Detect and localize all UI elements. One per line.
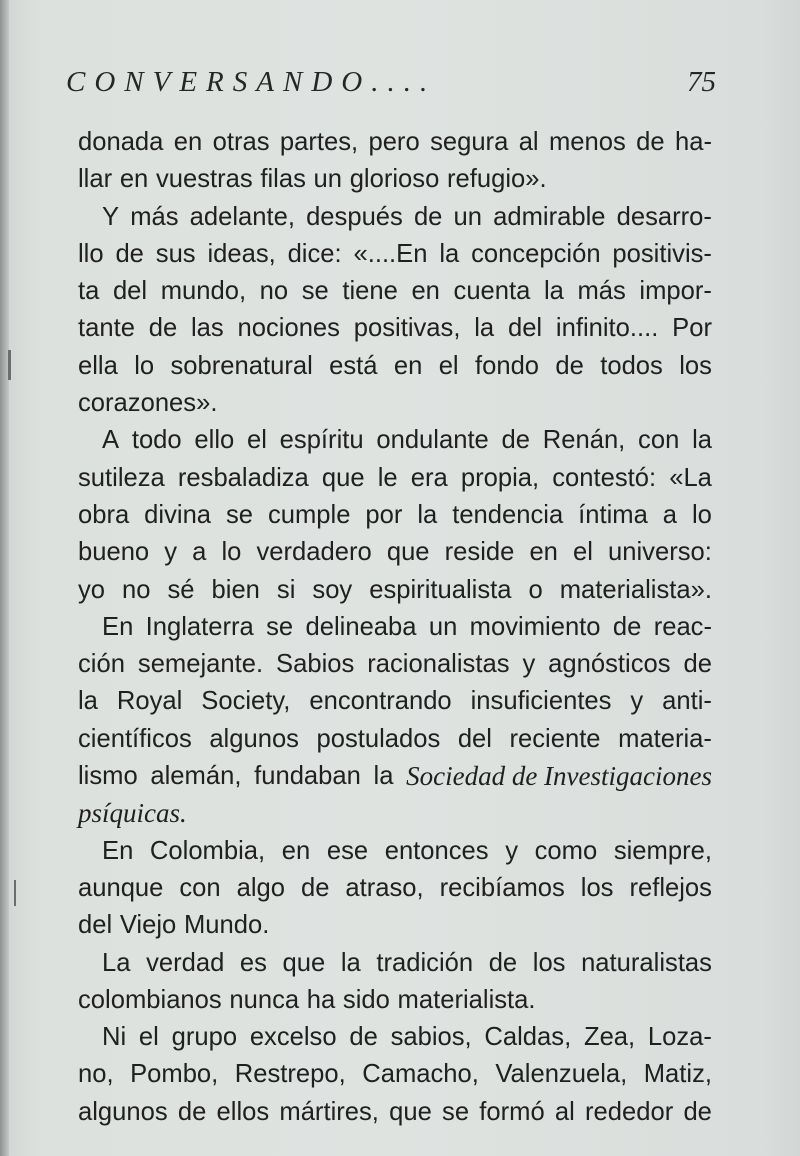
word: ta [78,277,100,306]
text-line [78,945,712,982]
word: Loza- [647,1023,712,1052]
word: alemán, [150,762,242,791]
word: corazones». [78,389,218,418]
word: por [365,500,403,529]
word: la [373,762,394,791]
word: de [683,650,712,679]
word: lismo [78,762,138,791]
word: las [191,314,224,343]
word: espíritu [279,426,364,455]
word: un [453,202,482,231]
word: bien [211,575,260,604]
word: resbaladiza [177,463,309,492]
word: materialista». [559,575,712,604]
running-title: CONVERSANDO.... [66,66,437,98]
text-line [78,534,712,571]
word: si [276,575,296,604]
word: anti- [662,687,712,716]
word: «La [669,463,712,492]
word: y [522,650,536,679]
word: En [102,836,134,865]
word: reside [444,538,515,567]
word: de [612,612,642,641]
word: que [389,1097,432,1126]
word: mundo, [160,277,247,306]
word: segura [430,128,509,156]
word: positivas, [353,314,461,343]
word: Viejo [119,911,177,940]
word: tiene [342,277,398,306]
word: yo [78,575,106,604]
word: La [102,948,131,977]
word: el [438,351,459,380]
word: y [505,836,518,865]
word: de [555,351,584,380]
word: rededor [585,1097,674,1126]
word: cumple [267,500,351,529]
page-number: 75 [687,66,716,98]
word: filas [260,165,306,194]
word: que [282,948,326,977]
word: de [488,948,518,977]
word: ción [78,650,125,679]
word: de [683,1097,712,1126]
text-line [78,870,712,907]
text-line [78,124,712,161]
word: sutileza [78,463,165,492]
word: no, [78,1060,114,1089]
word: la [474,314,495,343]
word: nunca [229,985,300,1014]
word: soy [312,575,353,604]
word: reac- [653,612,712,641]
running-header [66,64,716,114]
word: de [349,1023,378,1052]
word: reciente [509,724,601,753]
word: propia, [460,463,540,492]
word: colombianos [78,985,222,1014]
word: Matiz, [643,1060,712,1089]
word: materialista. [397,985,536,1014]
text-line [78,683,712,720]
word: naturalistas [581,948,712,977]
word: Pombo, [130,1060,219,1089]
word: se [301,277,329,306]
word: íntima [578,500,648,529]
word: semejante. [137,650,264,679]
word: obra [78,500,130,529]
word: divina [144,500,212,529]
word: excelso [249,1023,337,1052]
word: la [340,948,361,977]
word: ondulante [376,426,489,455]
word: Society, [201,687,291,716]
word: tendencia [452,500,564,529]
word: algunos [78,1097,168,1126]
text-line [78,758,712,795]
word: Y [102,202,120,231]
word: a [192,538,207,567]
word: con [179,873,221,902]
text-line [78,161,712,198]
word: partes, [279,128,359,156]
word: ella [78,351,118,380]
word: vuestras [155,165,253,194]
word: sabios, [390,1023,472,1052]
word: verdadero [256,538,372,567]
text-line [78,460,712,497]
word: dice: [287,239,342,268]
word: de [413,202,443,231]
word: del [78,911,113,940]
text-line [78,833,712,870]
word: Por [672,314,712,343]
text-line [78,348,712,385]
word: o [528,575,543,604]
word: al [518,128,539,156]
word: admirable [493,202,606,231]
word: impor- [639,277,712,306]
word: grupo [171,1023,238,1052]
word: Caldas, [484,1023,572,1052]
word: adelante, [189,202,295,231]
word: como [534,836,598,865]
text-line [78,422,712,459]
word: Inglaterra [145,612,254,641]
word: encontrando [309,687,452,716]
word: era [410,463,448,492]
book-spine-shadow [0,0,9,1156]
word: ha [306,985,336,1014]
italic-text: psíquicas. [78,798,187,829]
word: insuficientes [470,687,612,716]
word: se [225,500,254,529]
word: ello [194,426,235,455]
word: lo [134,351,155,380]
word: otras [212,128,270,156]
word: ha- [674,128,712,156]
word: no [122,575,151,604]
word: del [112,277,148,306]
word: tante [78,314,135,343]
word: lo [691,500,712,529]
word: atraso, [345,873,424,902]
word: después [306,202,403,231]
word: la [417,500,438,529]
word: todos [600,351,663,380]
word: bueno [78,538,150,567]
word: agnósticos [548,650,671,679]
word: en [281,836,311,865]
word: donada [78,128,164,156]
word: los [679,351,712,380]
word: le [377,463,398,492]
italic-text: Sociedad de Investigaciones [406,761,712,792]
text-line [78,310,712,347]
word: fondo [474,351,540,380]
word: la [543,277,564,306]
word: menos [548,128,626,156]
text-line [78,721,712,758]
text-line [78,273,712,310]
word: Camacho, [362,1060,479,1089]
word: movimiento [469,612,601,641]
word: y [630,687,644,716]
body-text [78,124,712,1131]
text-line [78,236,712,273]
word: formó [479,1097,545,1126]
word: tradición [376,948,474,977]
word: Restrepo, [234,1060,346,1089]
word: mártires, [279,1097,379,1126]
word: de [177,1097,207,1126]
word: más [130,202,179,231]
word: llar [78,165,113,194]
word: en [411,277,440,306]
word: no [259,277,289,306]
word: positivis- [612,239,712,268]
word: «....En [353,239,428,268]
text-line [78,795,712,832]
text-line [78,646,712,683]
word: Renán, [542,426,626,455]
word: en [173,128,203,156]
word: A [102,426,120,455]
margin-mark [14,880,16,906]
word: llo [78,239,104,268]
word: siempre, [613,836,712,865]
word: Royal [116,687,183,716]
word: el [138,1023,159,1052]
word: sé [167,575,195,604]
word: reflejos [629,873,712,902]
word: la [439,239,460,268]
word: racionalistas [367,650,510,679]
word: pero [368,128,420,156]
word: ellos [216,1097,270,1126]
word: a [662,500,678,529]
word: recibíamos [439,873,565,902]
word: Ni [102,1023,127,1052]
word: desarro- [616,202,712,231]
word: los [532,948,566,977]
word: de [501,426,531,455]
word: de [636,128,665,156]
word: algunos [209,724,299,753]
word: nociones [237,314,340,343]
text-line [78,907,712,944]
word: un [428,612,458,641]
word: está [329,351,378,380]
word: el [247,426,267,455]
word: infinito.... [555,314,659,343]
word: más [577,277,626,306]
word: en [393,351,423,380]
word: del [507,314,543,343]
word: los [580,873,614,902]
word: todo [131,426,182,455]
word: con [638,426,680,455]
word: Mundo. [183,911,270,940]
word: de [115,239,144,268]
text-line [78,572,712,609]
text-line [78,1056,712,1093]
text-line [78,982,712,1019]
text-line [78,497,712,534]
word: la [78,687,98,716]
word: contestó: [552,463,657,492]
word: delineaba [305,612,417,641]
word: espiritualista [369,575,512,604]
word: En [102,612,134,641]
word: la [692,426,712,455]
word: al [554,1097,575,1126]
text-line [78,609,712,646]
word: en [119,165,149,194]
word: entonces [384,836,489,865]
word: verdad [146,948,225,977]
word: cuenta [453,277,531,306]
word: de [148,314,178,343]
word: que [321,463,365,492]
word: Valenzuela, [495,1060,628,1089]
word: el [573,538,593,567]
word: Sabios [276,650,355,679]
word: concepción [471,239,601,268]
margin-mark [8,350,11,380]
word: que [386,538,430,567]
word: materia- [618,724,712,753]
word: lo [221,538,242,567]
text-line [78,385,712,422]
word: algo [236,873,285,902]
text-line [78,1019,712,1056]
word: sus [155,239,196,268]
word: Colombia, [149,836,266,865]
word: es [239,948,267,977]
word: aunque [78,873,164,902]
word: de [300,873,330,902]
word: un [313,165,343,194]
text-line [78,1094,712,1131]
word: refugio». [447,165,547,194]
word: científicos [78,724,192,753]
word: ideas, [207,239,276,268]
word: y [164,538,178,567]
word: en [529,538,558,567]
word: del [457,724,492,753]
word: universo: [608,538,712,567]
word: Zea, [583,1023,636,1052]
word: se [442,1097,470,1126]
word: fundaban [254,762,361,791]
text-line [78,199,712,236]
word: se [266,612,294,641]
word: glorioso [349,165,440,194]
word: sido [342,985,390,1014]
word: sobrenatural [170,351,313,380]
word: postulados [316,724,441,753]
word: ese [326,836,369,865]
